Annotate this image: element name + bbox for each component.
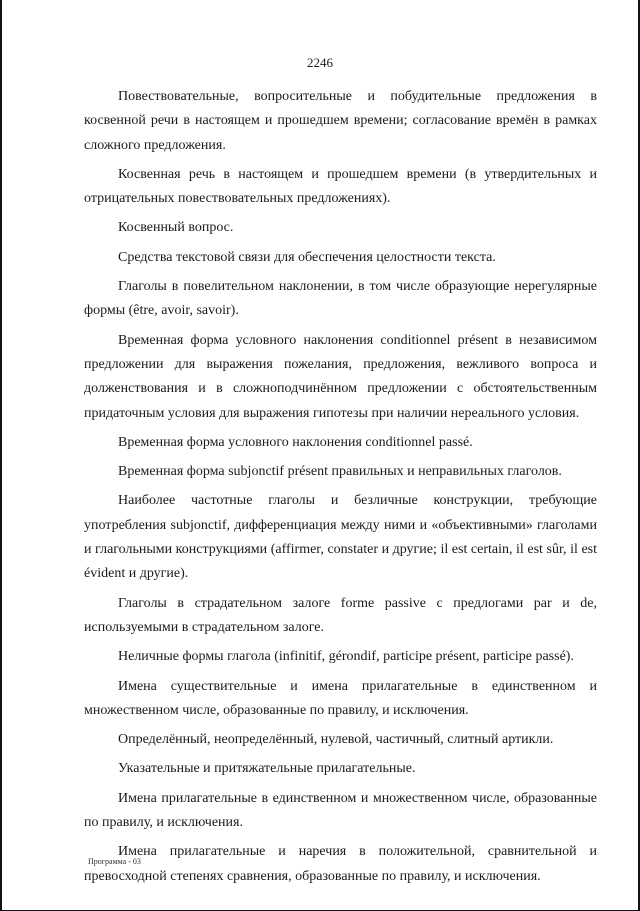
paragraph: Имена прилагательные в единственном и множественном числе, образованные по правилу, и исключения. <box>84 790 597 831</box>
paragraph: Средства текстовой связи для обеспечения целостности текста. <box>118 249 496 265</box>
paragraph: Определённый, неопределённый, нулевой, частичный, слитный артикли. <box>118 732 554 748</box>
paragraph: Косвенная речь в настоящем и прошедшем времени (в утвердительных и отрицательных повествовательных предложениях). <box>84 166 597 207</box>
paragraph: Временная форма subjonctif présent правильных и неправильных глаголов. <box>118 464 562 480</box>
paragraph: Имена прилагательные и наречия в положительной, сравнительной и превосходной степенях сравнения, образованные по правилу, и исключения. <box>84 844 597 884</box>
paragraph: Временная форма условного наклонения conditionnel présent в независимом предложении для выражения пожелания, предложения, вежливого вопроса и долженствования и в сложноподчинённом предложении с обстоятельственным придаточным условия для выражения гипотезы при наличии нереального условия. <box>84 332 597 421</box>
paragraph: Имена существительные и имена прилагательные в единственном и множественном числе, образованные по правилу, и исключения. <box>84 678 597 718</box>
paragraph: Глаголы в страдательном залоге forme passive с предлогами par и de, используемыми в страдательном залоге. <box>84 595 597 635</box>
paragraph: Наиболее частотные глаголы и безличные конструкции, требующие употребления subjonctif, дифференциация между ними и «объективными» глаголами и глагольными конструкциями (affirmer, constater и другие; il est certain, il est sûr, il est évident и другие). <box>84 493 597 582</box>
paragraph: Временная форма условного наклонения conditionnel passé. <box>118 434 473 450</box>
page-number: 2246 <box>307 55 333 70</box>
paragraph: Неличные формы глагола (infinitif, gérondif, participe présent, participe passé). <box>118 649 574 665</box>
paragraph: Повествовательные, вопросительные и побудительные предложения в косвенной речи в настоящем и прошедшем времени; согласование времён в рамках сложного предложения. <box>84 89 597 153</box>
document-body <box>84 85 597 894</box>
footer-label: Программа - 03 <box>88 857 141 866</box>
paragraph: Косвенный вопрос. <box>118 220 234 236</box>
paragraph: Глаголы в повелительном наклонении, в том числе образующие нерегулярные формы (être, avoir, savoir). <box>84 279 597 319</box>
paragraph: Указательные и притяжательные прилагательные. <box>118 761 416 777</box>
